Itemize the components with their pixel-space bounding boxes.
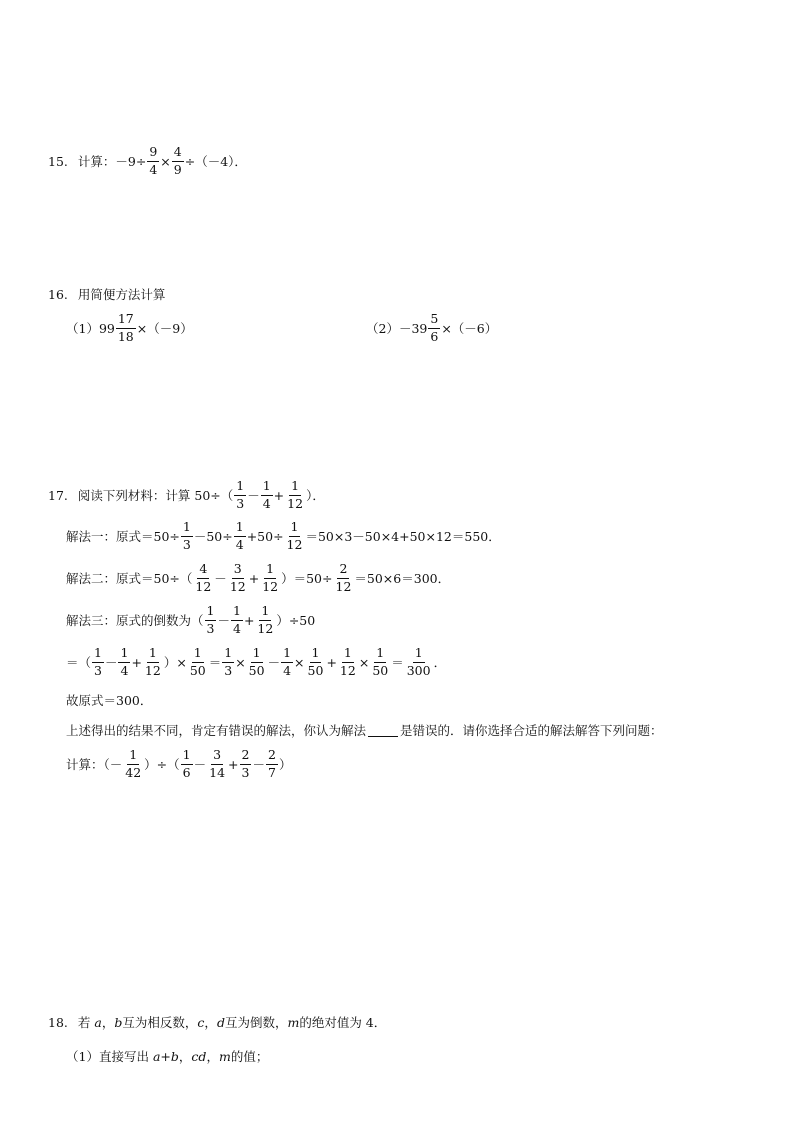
q18-part1 bbox=[66, 1038, 268, 1074]
q17-m4-fraction-7: $\frac{1}{4}$ bbox=[283, 645, 292, 678]
q18-part1-sep2: ， bbox=[206, 1049, 219, 1064]
q17-m4-fraction-8: $\frac{1}{50}$ bbox=[307, 645, 324, 678]
q17-m4-j: ． bbox=[433, 655, 447, 670]
q17-m4-op-1: － bbox=[104, 655, 118, 670]
q18-var-c: c bbox=[197, 1014, 205, 1030]
q16-part2-fraction: $\frac{5}{6}$ bbox=[430, 311, 439, 344]
q17-m4-op-2: + bbox=[131, 654, 142, 670]
q17-m3-a: 解法三：原式的倒数为（ bbox=[66, 613, 204, 628]
q17-m3-op-1: － bbox=[217, 613, 230, 628]
q15-fraction-1: $\frac{9}{4}$ bbox=[149, 144, 158, 177]
q17-m1-d: ＝50×3－50×4+50×12＝550． bbox=[305, 529, 501, 544]
q17-calc-fraction-1: $\frac{1}{42}$ bbox=[125, 747, 142, 780]
q17-m4-fraction-3: $\frac{1}{12}$ bbox=[144, 645, 161, 678]
q18-part1-label: （1）直接写出 bbox=[66, 1049, 149, 1064]
q15-expr-c: ÷（－4）． bbox=[184, 154, 247, 169]
q17-intro-fraction-1: $\frac{1}{3}$ bbox=[236, 478, 245, 511]
q17-conclusion-text: 故原式＝300． bbox=[66, 693, 153, 708]
q17-intro-text: 阅读下列材料：计算 50÷（ bbox=[77, 488, 234, 503]
q18-part1-expr2: cd bbox=[191, 1048, 207, 1064]
q17-m3-fraction-3: $\frac{1}{12}$ bbox=[257, 603, 274, 636]
q17-method3 bbox=[66, 602, 315, 638]
q17-intro-fraction-2: $\frac{1}{4}$ bbox=[262, 478, 271, 511]
q18-t1: 若 bbox=[77, 1015, 91, 1030]
q17-calc-fraction-3: $\frac{3}{14}$ bbox=[209, 747, 226, 780]
q17-question bbox=[66, 712, 663, 748]
q15-expr-b: × bbox=[160, 153, 171, 169]
q17-calc-op-1: － bbox=[193, 757, 207, 772]
q17-question-a: 上述得出的结果不同，肯定有错误的解法，你认为解法 bbox=[66, 723, 367, 738]
q18-t4: ， bbox=[204, 1015, 217, 1030]
q17-m4-fraction-4: $\frac{1}{50}$ bbox=[189, 645, 206, 678]
q17-calc-fraction-5: $\frac{2}{7}$ bbox=[267, 747, 276, 780]
q15-fraction-2: $\frac{4}{9}$ bbox=[173, 144, 182, 177]
q16-part1-fraction: $\frac{17}{18}$ bbox=[117, 311, 134, 344]
q17-m1-c: +50÷ bbox=[246, 528, 284, 544]
q17-intro bbox=[48, 477, 325, 513]
q16-title: 用简便方法计算 bbox=[77, 287, 166, 302]
q18-var-a: a bbox=[94, 1014, 102, 1030]
q17-m1-b: －50÷ bbox=[193, 529, 233, 544]
q18-part1-end: 的值； bbox=[230, 1049, 269, 1064]
q17-calc-b: ）÷（ bbox=[144, 757, 180, 772]
q17-m2-fraction-4: $\frac{2}{12}$ bbox=[335, 561, 352, 594]
q18-part1-sep1: ， bbox=[178, 1049, 192, 1064]
q17-calc-op-2: + bbox=[228, 756, 239, 772]
q17-method1 bbox=[66, 518, 501, 554]
q17-m1-fraction-1: $\frac{1}{3}$ bbox=[182, 519, 191, 552]
q17-m2-a: 解法二：原式＝50÷（ bbox=[66, 571, 193, 586]
q18-t5: 互为倒数， bbox=[224, 1015, 288, 1030]
q17-calc-fraction-2: $\frac{1}{6}$ bbox=[182, 747, 191, 780]
q18-var-m: m bbox=[287, 1014, 300, 1030]
q17-method2 bbox=[66, 560, 450, 596]
q17-calc-c: ） bbox=[278, 757, 292, 772]
q17-m3-fraction-1: $\frac{1}{3}$ bbox=[206, 603, 215, 636]
q16-number: 16. bbox=[48, 286, 68, 302]
q17-m4-a: ＝（ bbox=[66, 655, 92, 670]
q18-number: 18. bbox=[48, 1014, 68, 1030]
q17-m2-fraction-3: $\frac{1}{12}$ bbox=[262, 561, 279, 594]
q17-m4-f: × bbox=[294, 654, 305, 670]
q17-m3-b: ）÷50 bbox=[276, 613, 316, 628]
q17-intro-op-1: － bbox=[247, 488, 260, 503]
q15-prefix: 计算： bbox=[77, 154, 116, 169]
q16-part1-whole: 99 bbox=[98, 320, 115, 336]
q17-m2-c: ＝50×6＝300． bbox=[354, 571, 451, 586]
q17-m2-fraction-1: $\frac{4}{12}$ bbox=[195, 561, 212, 594]
q16-title-line bbox=[48, 276, 165, 312]
q17-m4-d: × bbox=[235, 654, 246, 670]
q16-part2-whole: －39 bbox=[398, 321, 428, 336]
q17-m4-fraction-10: $\frac{1}{50}$ bbox=[372, 645, 389, 678]
q18-stem bbox=[48, 1004, 386, 1040]
q18-var-b: b bbox=[114, 1014, 123, 1030]
q17-method3-continued bbox=[66, 644, 446, 680]
q17-number: 17. bbox=[48, 487, 68, 503]
q17-m4-fraction-11: $\frac{1}{300}$ bbox=[406, 645, 431, 678]
q17-m1-a: 解法一：原式＝50÷ bbox=[66, 529, 180, 544]
q15-number: 15. bbox=[48, 153, 68, 169]
q18-t2: ， bbox=[101, 1015, 115, 1030]
q16-part2-rest: ×（－6） bbox=[441, 321, 498, 336]
q18-t6: 的绝对值为 4． bbox=[299, 1015, 387, 1030]
q18-part1-expr3: m bbox=[218, 1048, 231, 1064]
q17-m4-h: × bbox=[358, 654, 370, 670]
q16-part2 bbox=[366, 310, 497, 346]
q16-part1-rest: ×（－9） bbox=[136, 321, 193, 336]
q17-m2-op-1: － bbox=[214, 571, 227, 586]
q17-m2-b: ）＝50÷ bbox=[281, 571, 333, 586]
q17-calc bbox=[66, 746, 291, 782]
q17-calc-op-3: － bbox=[252, 757, 265, 772]
q17-m4-fraction-5: $\frac{1}{3}$ bbox=[224, 645, 233, 678]
q16-part1-label: （1） bbox=[66, 321, 99, 336]
q17-m4-fraction-2: $\frac{1}{4}$ bbox=[120, 645, 129, 678]
q17-intro-op-2: + bbox=[273, 487, 285, 503]
q17-m4-fraction-6: $\frac{1}{50}$ bbox=[248, 645, 265, 678]
q17-m4-fraction-9: $\frac{1}{12}$ bbox=[339, 645, 356, 678]
q18-var-d: d bbox=[216, 1014, 225, 1030]
q17-m3-fraction-2: $\frac{1}{4}$ bbox=[232, 603, 241, 636]
q16-part2-label: （2） bbox=[366, 321, 399, 336]
q17-m3-op-2: + bbox=[243, 612, 255, 628]
q17-m2-op-2: + bbox=[248, 570, 260, 586]
q17-m4-c: ＝ bbox=[208, 655, 222, 670]
q17-calc-fraction-4: $\frac{2}{3}$ bbox=[241, 747, 250, 780]
q17-m4-i: ＝ bbox=[391, 655, 404, 670]
q17-m2-fraction-2: $\frac{3}{12}$ bbox=[229, 561, 246, 594]
q17-m4-b: ）× bbox=[163, 655, 187, 670]
q17-m1-fraction-2: $\frac{1}{4}$ bbox=[235, 519, 244, 552]
q17-m4-fraction-1: $\frac{1}{3}$ bbox=[94, 645, 102, 678]
q17-m1-fraction-3: $\frac{1}{12}$ bbox=[286, 519, 303, 552]
q15-expr-a: －9÷ bbox=[115, 154, 147, 169]
q17-m4-e: － bbox=[267, 655, 281, 670]
q17-calc-a: 计算：（－ bbox=[66, 757, 123, 772]
q16-part1 bbox=[66, 310, 193, 346]
q17-intro-fraction-3: $\frac{1}{12}$ bbox=[287, 478, 304, 511]
q15-line bbox=[48, 143, 247, 179]
q18-t3: 互为相反数， bbox=[122, 1015, 198, 1030]
q18-part1-expr1: a+b bbox=[152, 1048, 179, 1064]
q17-question-b: 是错误的．请你选择合适的解法解答下列问题： bbox=[400, 723, 663, 738]
q17-m4-g: + bbox=[326, 654, 337, 670]
answer-blank[interactable] bbox=[368, 724, 398, 737]
q17-intro-end: ）． bbox=[306, 488, 325, 503]
